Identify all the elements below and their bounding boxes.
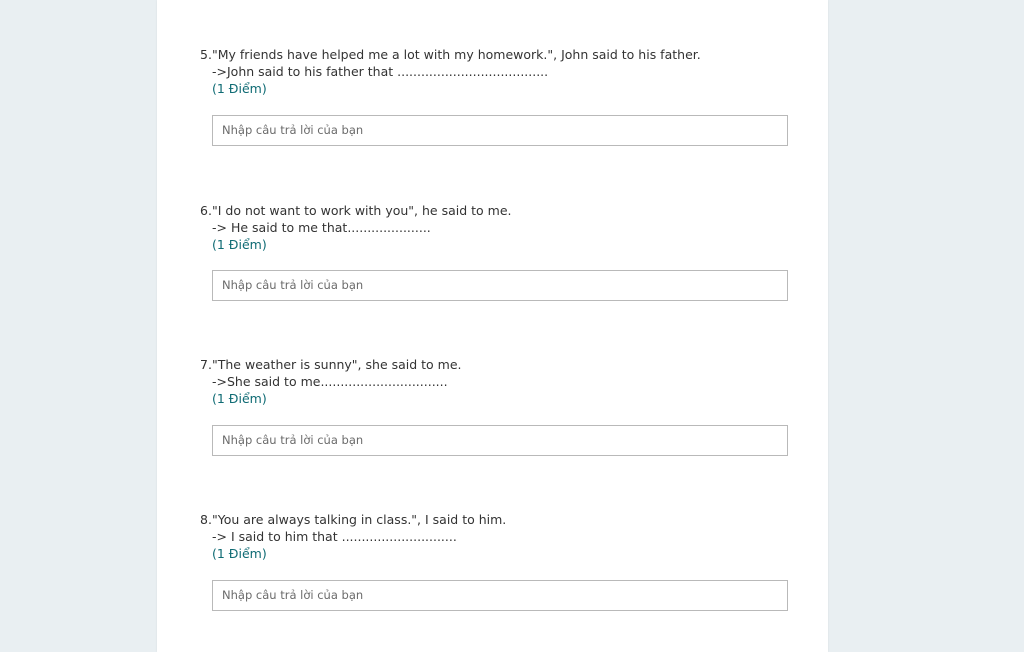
question-8-prompt-line bbox=[200, 511, 790, 528]
question-points: (1 Điểm) bbox=[212, 81, 267, 96]
question-7-prompt-line bbox=[200, 356, 790, 373]
question-prompt: "I do not want to work with you", he said to me. bbox=[212, 203, 512, 218]
question-rewrite: -> He said to me that..................... bbox=[212, 220, 431, 235]
answer-input-6[interactable]: Nhập câu trả lời của bạn bbox=[212, 270, 788, 301]
answer-input-8[interactable]: Nhập câu trả lời của bạn bbox=[212, 580, 788, 611]
question-prompt: "My friends have helped me a lot with my homework.", John said to his father. bbox=[212, 47, 701, 62]
question-points: (1 Điểm) bbox=[212, 391, 267, 406]
question-number: 8. bbox=[200, 512, 212, 527]
question-rewrite: ->She said to me................................ bbox=[212, 374, 448, 389]
question-5-prompt-line bbox=[200, 46, 790, 63]
question-points: (1 Điểm) bbox=[212, 237, 267, 252]
answer-input-7[interactable]: Nhập câu trả lời của bạn bbox=[212, 425, 788, 456]
question-rewrite: ->John said to his father that ...................................... bbox=[212, 64, 549, 79]
question-points: (1 Điểm) bbox=[212, 546, 267, 561]
question-5 bbox=[200, 46, 790, 97]
question-prompt: "The weather is sunny", she said to me. bbox=[212, 357, 462, 372]
question-prompt: "You are always talking in class.", I said to him. bbox=[212, 512, 507, 527]
answer-input-5[interactable]: Nhập câu trả lời của bạn bbox=[212, 115, 788, 146]
question-6-prompt-line bbox=[200, 202, 790, 219]
question-number: 7. bbox=[200, 357, 212, 372]
question-number: 5. bbox=[200, 47, 212, 62]
question-rewrite: -> I said to him that ............................. bbox=[212, 529, 457, 544]
question-number: 6. bbox=[200, 203, 212, 218]
question-8 bbox=[200, 511, 790, 562]
form-card bbox=[157, 0, 828, 652]
question-7 bbox=[200, 356, 790, 407]
question-6 bbox=[200, 202, 790, 253]
